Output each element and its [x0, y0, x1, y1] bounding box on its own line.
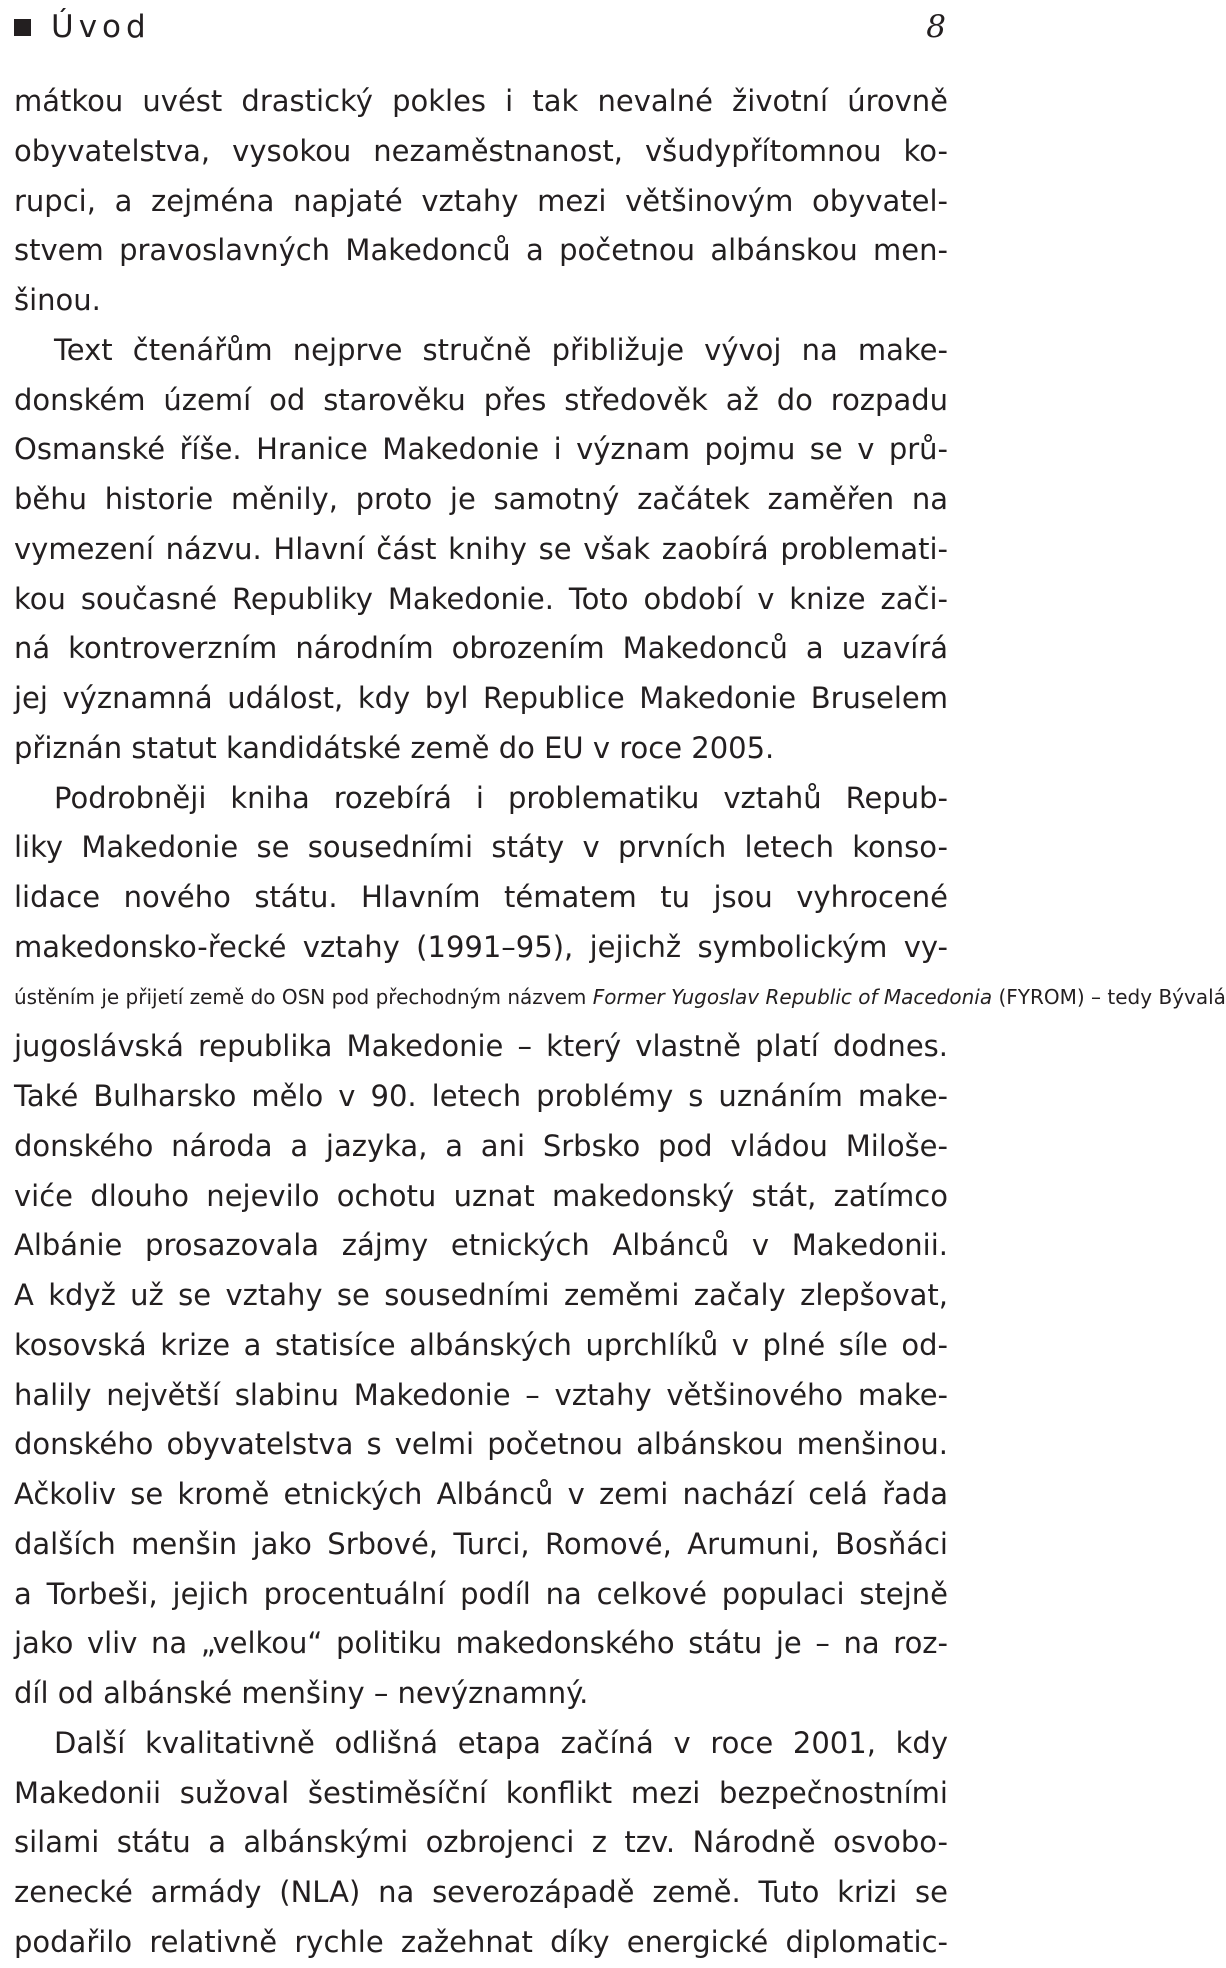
text-line: podařilo relativně rychle zažehnat díky energické diplomatic- [14, 1924, 948, 1959]
text-line: donského národa a jazyka, a ani Srbsko pod vládou Miloše- [14, 1128, 948, 1163]
text-line-segment: ústěním je přijetí země do OSN pod přechodným názvem [14, 984, 593, 1009]
text-line: rupci, a zejména napjaté vztahy mezi většinovým obyvatel- [14, 183, 948, 218]
text-line: jej významná událost, kdy byl Republice Makedonie Bruselem [14, 681, 948, 715]
text-line: donského obyvatelstva s velmi početnou albánskou menšinou. [14, 1427, 948, 1462]
text-line: dalších menšin jako Srbové, Turci, Romové, Arumuni, Bosňáci [14, 1526, 948, 1561]
text-line: ná kontroverzním národním obrozením Makedonců a uzavírá [14, 631, 948, 666]
text-line: Text čtenářům nejprve stručně přibližuje vývoj na make- [54, 332, 948, 367]
text-line: běhu historie měnily, proto je samotný začátek zaměřen na [14, 482, 948, 516]
text-line: Ačkoliv se kromě etnických Albánců v zemi nachází celá řada [14, 1477, 948, 1511]
text-line: mátkou uvést drastický pokles i tak nevalné životní úrovně [14, 84, 948, 118]
section-title: Úvod [51, 9, 151, 45]
text-line: a Torbeši, jejich procentuální podíl na celkové populaci stejně [14, 1576, 948, 1611]
text-line: kou současné Republiky Makedonie. Toto období v knize zači- [14, 581, 948, 616]
text-line: zenecké armády (NLA) na severozápadě země. Tuto krizi se [14, 1875, 948, 1909]
text-line: obyvatelstva, vysokou nezaměstnanost, všudypřítomnou ko- [14, 133, 948, 168]
text-line: Podrobněji kniha rozebírá i problematiku vztahů Repub- [54, 780, 948, 815]
text-line: silami státu a albánskými ozbrojenci z tzv. Národně osvobo- [14, 1825, 948, 1860]
text-line: makedonsko-řecké vztahy (1991–95), jejichž symbolickým vy- [14, 929, 948, 964]
text-line: Makedonii sužoval šestiměsíční konflikt mezi bezpečnostními [14, 1775, 948, 1810]
text-line-segment: (FYROM) – tedy Bývalá [992, 984, 1226, 1009]
text-line: liky Makedonie se sousedními státy v prvních letech konso- [14, 830, 948, 865]
running-head [14, 4, 946, 50]
text-line: šinou. [14, 283, 101, 317]
text-line: lidace nového státu. Hlavním tématem tu jsou vyhrocené [14, 880, 948, 914]
text-line: stvem pravoslavných Makedonců a početnou albánskou men- [14, 233, 948, 268]
text-line: Osmanské říše. Hranice Makedonie i význam pojmu se v prů- [14, 432, 948, 467]
black-square-icon [14, 19, 31, 36]
text-line: Další kvalitativně odlišná etapa začíná v roce 2001, kdy [54, 1725, 948, 1760]
text-line: viće dlouho nejevilo ochotu uznat makedonský stát, zatímco [14, 1178, 948, 1213]
text-line: kosovská krize a statisíce albánských uprchlíků v plné síle od- [14, 1327, 948, 1362]
text-line: vymezení názvu. Hlavní část knihy se však zaobírá problemati- [14, 531, 948, 566]
running-head-left [14, 9, 151, 45]
page-number: 8 [926, 9, 946, 45]
text-line: donském území od starověku přes středověk až do rozpadu [14, 382, 948, 417]
text-line: jugoslávská republika Makedonie – který vlastně platí dodnes. [14, 1029, 948, 1064]
text-line: díl od albánské menšiny – nevýznamný. [14, 1676, 589, 1710]
text-line: přiznán statut kandidátské země do EU v roce 2005. [14, 730, 775, 765]
text-line: Také Bulharsko mělo v 90. letech problémy s uznáním make- [14, 1079, 948, 1113]
text-line: A když už se vztahy se sousedními zeměmi začaly zlepšovat, [14, 1278, 948, 1312]
body-text [14, 77, 1226, 1968]
text-line: Albánie prosazovala zájmy etnických Albánců v Makedonii. [14, 1228, 948, 1263]
text-line [14, 973, 1226, 1023]
text-line: halily největší slabinu Makedonie – vztahy většinového make- [14, 1377, 948, 1412]
italic-term: Former Yugoslav Republic of Macedonia [592, 984, 993, 1009]
text-line: jako vliv na „velkou“ politiku makedonského státu je – na roz- [14, 1626, 948, 1661]
